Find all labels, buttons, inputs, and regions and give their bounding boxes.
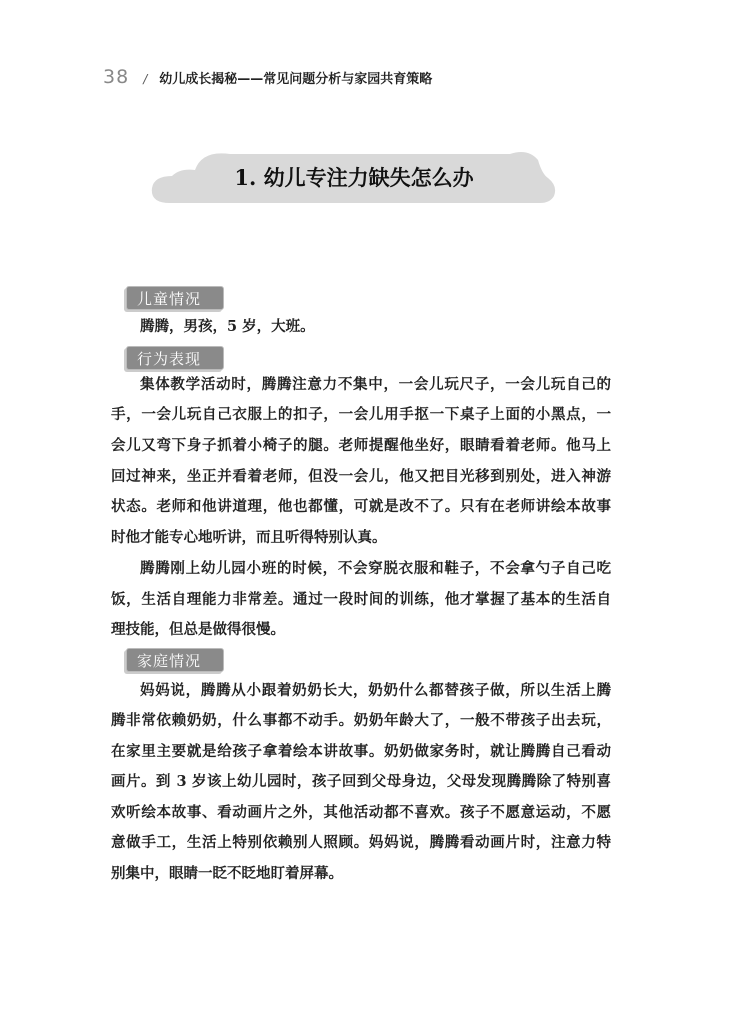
paragraph-line: 饭，生活自理能力非常差。通过一段时间的训练，他才掌握了基本的生活自 [111,591,611,608]
paragraph-line: 理技能，但总是做得很慢。 [111,621,285,638]
section-tag: 行为表现 [126,346,224,370]
paragraph-line: 在家里主要就是给孩子拿着绘本讲故事。奶奶做家务时，就让腾腾自己看动 [111,743,611,760]
paragraph-line: 妈妈说，腾腾从小跟着奶奶长大，奶奶什么都替孩子做，所以生活上腾 [140,682,611,699]
paragraph-line: 状态。老师和他讲道理，他也都懂，可就是改不了。只有在老师讲绘本故事 [111,498,611,515]
section-title-banner [150,148,558,203]
section-tag: 家庭情况 [126,648,224,672]
section-title: 1. 幼儿专注力缺失怎么办 [234,165,474,190]
section-tag: 儿童情况 [126,286,224,310]
paragraph-line: 腾腾刚上幼儿园小班的时候，不会穿脱衣服和鞋子，不会拿勺子自己吃 [140,560,611,577]
paragraph-line: 腾腾，男孩，5 岁，大班。 [140,318,315,335]
header-separator: / [143,72,148,86]
paragraph-line: 腾非常依赖奶奶，什么事都不动手。奶奶年龄大了，一般不带孩子出去玩， [111,712,611,729]
paragraph-line: 意做手工，生活上特别依赖别人照顾。妈妈说，腾腾看动画片时，注意力特 [111,834,611,851]
paragraph-line: 欢听绘本故事、看动画片之外，其他活动都不喜欢。孩子不愿意运动，不愿 [111,804,611,821]
running-header [103,66,432,88]
paragraph-line: 别集中，眼睛一眨不眨地盯着屏幕。 [111,865,343,882]
paragraph-line: 手，一会儿玩自己衣服上的扣子，一会儿用手抠一下桌子上面的小黑点，一 [111,406,611,423]
paragraph-line: 时他才能专心地听讲，而且听得特别认真。 [111,529,387,546]
paragraph-line: 会儿又弯下身子抓着小椅子的腿。老师提醒他坐好，眼睛看着老师。他马上 [111,437,611,454]
book-title: 幼儿成长揭秘——常见问题分析与家园共育策略 [159,72,433,87]
paragraph-line: 集体教学活动时，腾腾注意力不集中，一会儿玩尺子，一会儿玩自己的 [140,376,611,393]
page-number: 38 [103,66,130,88]
paragraph-line: 画片。到 3 岁该上幼儿园时，孩子回到父母身边，父母发现腾腾除了特别喜 [111,773,611,790]
paragraph-line: 回过神来，坐正并看着老师，但没一会儿，他又把目光移到别处，进入神游 [111,468,611,485]
